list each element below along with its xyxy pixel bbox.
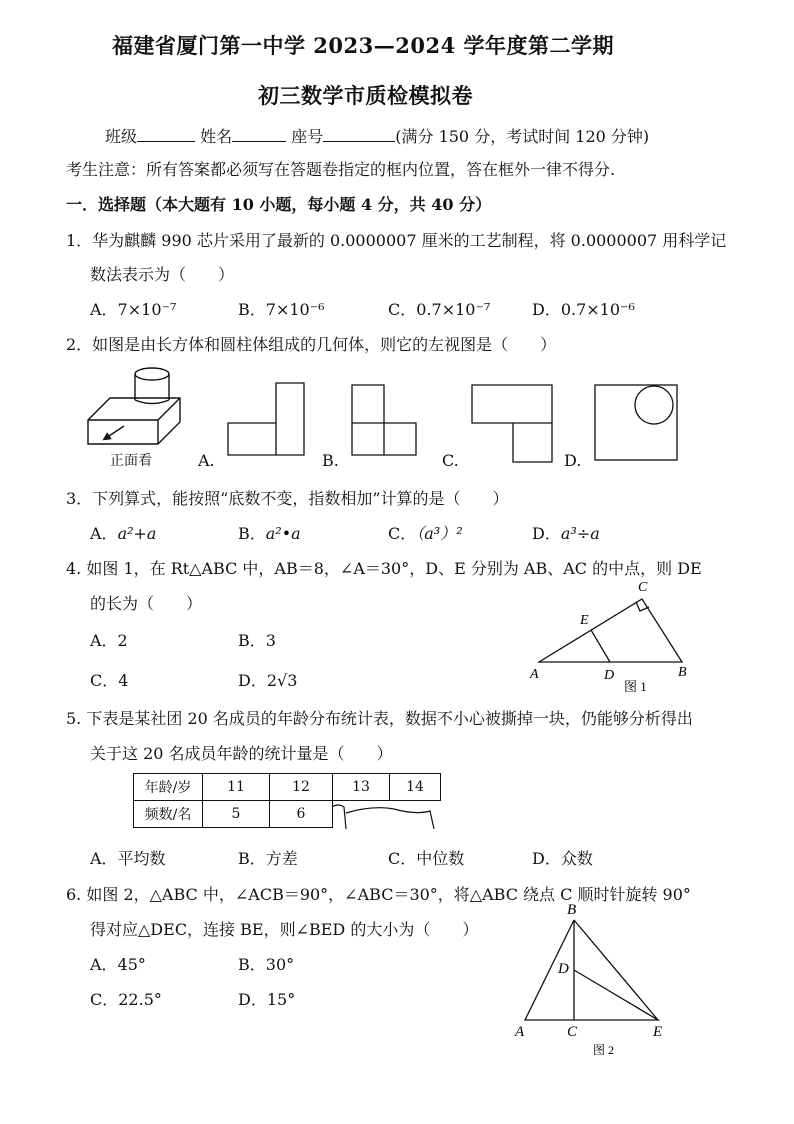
table-row [134, 801, 441, 828]
q4-point-e: E [580, 613, 589, 628]
q4-stem: 4. 如图 1，在 Rt△ABC 中，AB＝8，∠A＝30°，D、E 分别为 AB、AC 的中点，则 DE [66, 559, 702, 578]
q6-figure-label: 图 2 [593, 1043, 615, 1057]
q3-option-a [90, 521, 156, 544]
table-cell: 6 [270, 801, 333, 828]
q6-triangle-dec [574, 970, 658, 1020]
table-cell: 频数/名 [134, 801, 203, 828]
q6-point-d: D [558, 961, 569, 977]
q2-option-b-shape [352, 385, 416, 455]
q4-figure [520, 574, 720, 694]
q3-option-b-label: B． [238, 524, 266, 543]
q6-point-b: B [567, 902, 577, 918]
q5-stem-cont: 关于这 20 名成员年龄的统计量是（ ） [90, 744, 393, 763]
q6-option-d: D．15° [238, 990, 296, 1009]
q5-option-d: D．众数 [532, 849, 593, 868]
class-label: 班级 [105, 127, 138, 146]
q6-option-c: C．22.5° [90, 990, 162, 1009]
q2-stem: 2．如图是由长方体和圆柱体组成的几何体，则它的左视图是（ ） [66, 335, 557, 354]
q6-point-e: E [653, 1024, 663, 1040]
q4-option-b: B．3 [238, 631, 276, 650]
table-cell: 11 [203, 774, 270, 801]
q2-option-d: D. [564, 451, 582, 470]
q2-option-c: C. [442, 451, 459, 470]
q5-option-c: C．中位数 [388, 849, 465, 868]
q6-option-b: B．30° [238, 955, 295, 974]
seat-label: 座号 [291, 127, 324, 146]
q2-solid-figure [88, 368, 180, 444]
exam-notice: 考生注意：所有答案都必须写在答题卷指定的框内位置，答在框外一律不得分. [66, 160, 616, 179]
q5-option-a: A．平均数 [90, 849, 166, 868]
table-cell: 12 [270, 774, 333, 801]
q4-figure-label: 图 1 [624, 679, 647, 694]
page-subtitle: 初三数学市质检模拟卷 [258, 83, 473, 108]
q3-option-d [532, 521, 600, 544]
q3-option-c [388, 521, 463, 544]
q4-option-a: A．2 [90, 631, 128, 650]
q4-option-d: D．2√3 [238, 671, 298, 690]
name-blank [232, 127, 286, 142]
q4-option-c: C．4 [90, 671, 129, 690]
student-info-line [105, 124, 649, 147]
q3-option-a-label: A． [90, 524, 118, 543]
q5-age-table [133, 773, 441, 828]
table-row [134, 774, 441, 801]
q2-option-a: A. [198, 451, 215, 470]
class-blank [137, 127, 195, 142]
torn-area [333, 801, 441, 828]
page-title: 福建省厦门第一中学 2023—2024 学年度第二学期 [112, 33, 615, 58]
torn-edge [332, 801, 444, 829]
q4-segment-de [591, 630, 610, 662]
q6-figure [500, 898, 680, 1058]
q2-option-c-shape [472, 385, 552, 462]
q5-stem: 5. 下表是某社团 20 名成员的年龄分布统计表，数据不小心被撕掉一块，仍能够分析得出 [66, 709, 693, 728]
q4-stem-cont: 的长为（ ） [90, 594, 203, 613]
q6-point-c: C [567, 1024, 578, 1040]
q3-option-d-label: D． [532, 524, 561, 543]
q4-point-d: D [604, 668, 615, 683]
q6-stem-cont: 得对应△DEC，连接 BE，则∠BED 的大小为（ ） [90, 920, 479, 939]
q6-point-a: A [515, 1024, 525, 1040]
q4-point-c: C [638, 580, 648, 595]
q3-option-d-math: a³÷a [560, 524, 600, 543]
q2-option-b: B. [322, 451, 339, 470]
q3-stem: 3．下列算式，能按照“底数不变，指数相加”计算的是（ ） [66, 489, 509, 508]
q2-option-d-shape [595, 385, 677, 460]
table-cell: 14 [390, 774, 441, 801]
q3-option-c-math: （a³）² [416, 524, 463, 543]
q1-stem-cont: 数法表示为（ ） [90, 265, 235, 284]
q1-option-a: A．7×10⁻⁷ [90, 300, 177, 319]
q3-option-a-math: a²+a [117, 524, 157, 543]
q1-option-c: C．0.7×10⁻⁷ [388, 300, 491, 319]
table-cell: 年龄/岁 [134, 774, 203, 801]
q3-option-b-math: a²•a [265, 524, 301, 543]
table-cell: 13 [333, 774, 390, 801]
q1-stem: 1．华为麒麟 990 芯片采用了最新的 0.0000007 厘米的工艺制程，将 0.0000007 用科学记 [66, 231, 727, 250]
seat-blank [323, 127, 395, 142]
q1-option-d: D．0.7×10⁻⁶ [532, 300, 635, 319]
q4-triangle [539, 599, 682, 662]
q3-option-c-label: C． [388, 524, 417, 543]
q4-point-b: B [678, 665, 687, 680]
section-heading: 一．选择题（本大题有 10 小题，每小题 4 分，共 40 分） [66, 195, 492, 214]
q1-option-b: B．7×10⁻⁶ [238, 300, 325, 319]
q2-option-a-shape [228, 383, 304, 455]
q3-option-b [238, 521, 301, 544]
score-info: (满分 150 分，考试时间 120 分钟) [395, 127, 650, 146]
q4-point-a: A [530, 667, 539, 682]
q2-front-view-label: 正面看 [110, 453, 152, 469]
table-cell: 5 [203, 801, 270, 828]
q6-option-a: A．45° [90, 955, 146, 974]
name-label: 姓名 [200, 127, 233, 146]
q6-stem: 6. 如图 2，△ABC 中，∠ACB＝90°，∠ABC＝30°，将△ABC 绕点 C 顺时针旋转 90° [66, 885, 691, 904]
q6-segment-be [574, 920, 658, 1020]
q5-option-b: B．方差 [238, 849, 298, 868]
